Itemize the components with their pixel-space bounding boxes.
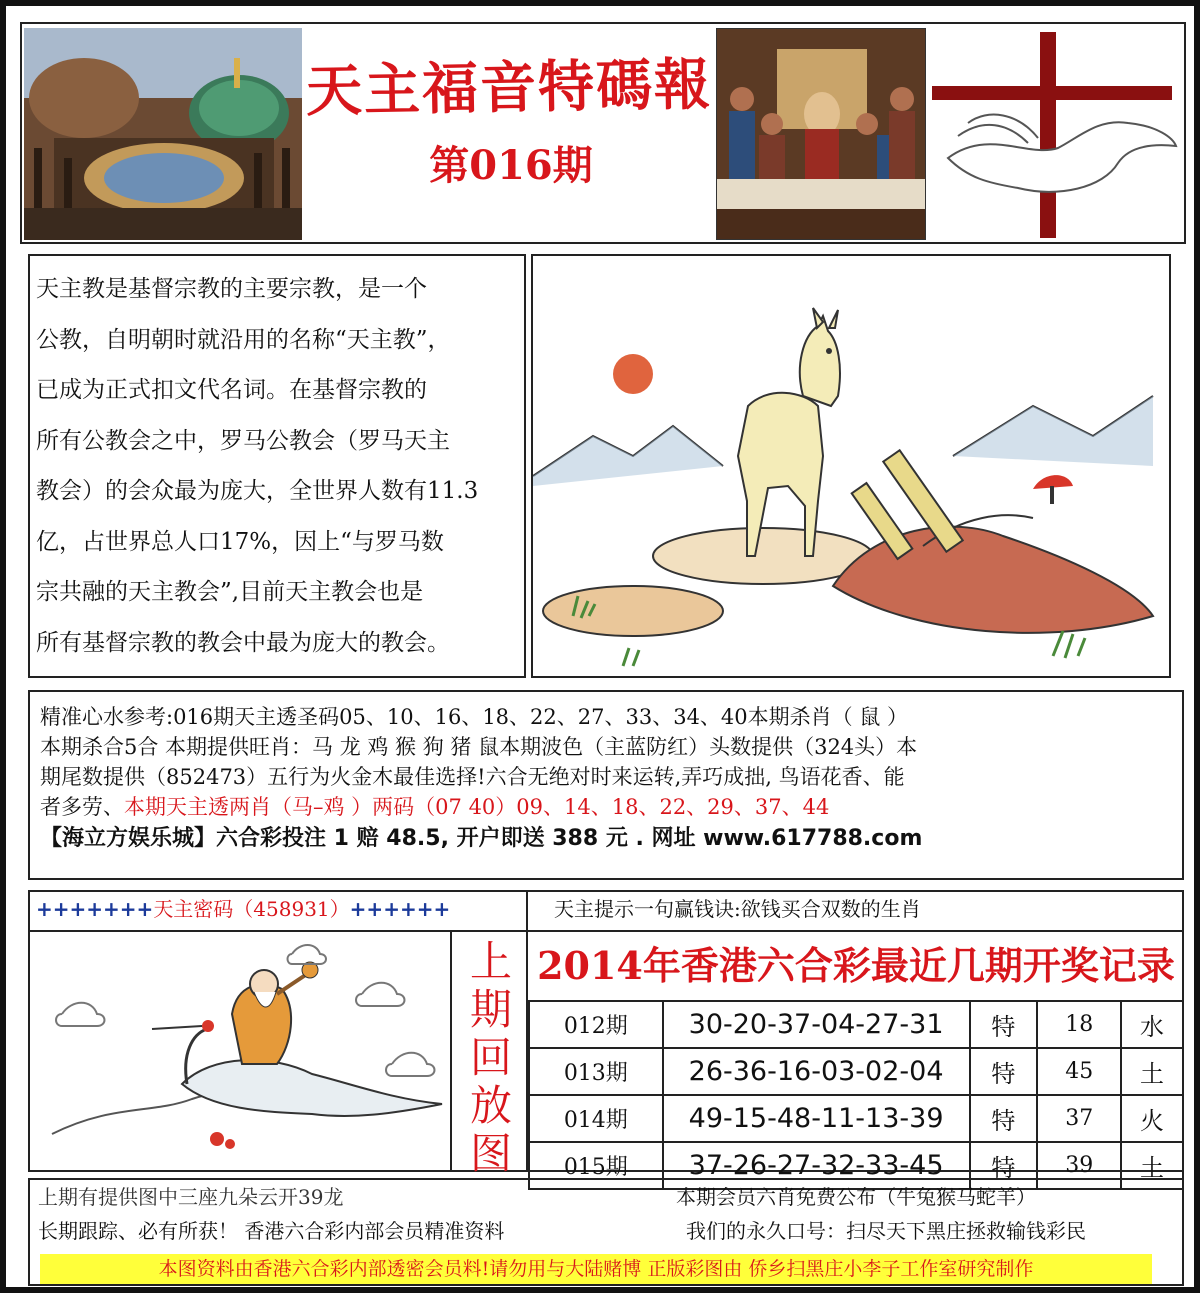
element-cell: 火 bbox=[1121, 1095, 1183, 1142]
intro-line: 公教，自明朝时就沿用的名称“天主教”， bbox=[36, 326, 451, 353]
te-cell: 特 bbox=[970, 1001, 1038, 1048]
label-char: 图 bbox=[469, 1129, 512, 1178]
te-cell: 特 bbox=[970, 1048, 1038, 1095]
tips-line-black: 者多劳、 bbox=[40, 795, 124, 819]
numbers-cell: 30-20-37-04-27-31 bbox=[663, 1001, 970, 1048]
te-cell: 特 bbox=[970, 1142, 1038, 1189]
footer-left-1: 上期有提供图中三座九朵云开39龙 bbox=[38, 1185, 344, 1209]
tips-text bbox=[30, 692, 1182, 858]
label-char: 上 bbox=[469, 937, 512, 986]
results-title: 2014年香港六合彩最近几期开奖记录 bbox=[537, 943, 1175, 988]
numbers-cell: 49-15-48-11-13-39 bbox=[663, 1095, 970, 1142]
te-cell: 特 bbox=[970, 1095, 1038, 1142]
element-cell: 土 bbox=[1121, 1142, 1183, 1189]
results-table bbox=[528, 1000, 1184, 1190]
table-row bbox=[529, 1095, 1183, 1142]
secret-code-bar bbox=[32, 894, 526, 928]
intro-line: 亿，占世界总人口17%，因上“与罗马数 bbox=[36, 528, 444, 555]
element-cell: 土 bbox=[1121, 1048, 1183, 1095]
special-cell: 39 bbox=[1037, 1142, 1121, 1189]
footer-left-2: 长期跟踪、必有所获！ 香港六合彩内部会员精准资料 bbox=[38, 1219, 505, 1243]
intro-line: 所有基督宗教的教会中最为庞大的教会。 bbox=[36, 629, 450, 656]
intro-line: 教会）的会众最为庞大，全世界人数有11.3 bbox=[36, 478, 479, 504]
tips-line bbox=[40, 792, 1172, 822]
footer-banner: 本图资料由香港六合彩内部透密会员料!请勿用与大陆赌博 正版彩图由 侨乡扫黑庄小李子工作室研究制作 bbox=[40, 1254, 1152, 1284]
slogan: 天主提示一句赢钱诀:欲钱买合双数的生肖 bbox=[554, 897, 921, 921]
casino-ad: 【海立方娱乐城】六合彩投注 1 赔 48.5, 开户即送 388 元 . 网址 www.617788.com bbox=[40, 826, 923, 851]
horse-image-frame bbox=[531, 254, 1171, 678]
issue-cell: 014期 bbox=[529, 1095, 663, 1142]
label-char: 放 bbox=[469, 1081, 512, 1130]
divider bbox=[28, 930, 528, 932]
special-cell: 37 bbox=[1037, 1095, 1121, 1142]
tips-line: 期尾数提供（852473）五行为火金木最佳选择!六合无绝对时来运转,弄巧成拙, 鸟语花香、能 bbox=[40, 765, 905, 789]
issue-cell: 013期 bbox=[529, 1048, 663, 1095]
label-char: 期 bbox=[469, 985, 512, 1034]
intro-line: 天主教是基督宗教的主要宗教，是一个 bbox=[36, 276, 427, 302]
table-row bbox=[529, 1048, 1183, 1095]
special-cell: 45 bbox=[1037, 1048, 1121, 1095]
results-table-wrap bbox=[528, 1000, 1184, 1190]
tips-line: 精准心水参考:016期天主透圣码05、10、16、18、22、27、33、34、40本期杀肖（ 鼠 ） bbox=[40, 705, 909, 729]
last-supper-image bbox=[716, 28, 926, 240]
issue-number: 第016期 bbox=[429, 142, 593, 189]
issue-cell: 012期 bbox=[529, 1001, 663, 1048]
tips-box bbox=[28, 690, 1184, 880]
footer-right-2: 我们的永久口号：扫尽天下黑庄拯救输钱彩民 bbox=[686, 1219, 1086, 1243]
intro-line: 已成为正式扣文代名词。在基督宗教的 bbox=[36, 377, 427, 403]
intro-box bbox=[28, 254, 526, 678]
page-title: 天主福音特碼報 bbox=[305, 51, 713, 125]
numbers-cell: 26-36-16-03-02-04 bbox=[663, 1048, 970, 1095]
divider bbox=[450, 932, 452, 1170]
label-char: 回 bbox=[469, 1033, 512, 1082]
element-cell: 水 bbox=[1121, 1001, 1183, 1048]
horse-illustration bbox=[533, 256, 1169, 676]
crane-immortal-image bbox=[32, 934, 452, 1168]
intro-line: 所有公教会之中，罗马公教会（罗马天主 bbox=[36, 427, 450, 454]
tips-line: 本期杀合5合 本期提供旺肖：马 龙 鸡 猴 狗 猪 鼠本期波色（主蓝防红）头数提供（324头）本 bbox=[40, 735, 918, 759]
special-cell: 18 bbox=[1037, 1001, 1121, 1048]
intro-text bbox=[30, 256, 524, 668]
secret-prefix: +++++++ bbox=[36, 897, 154, 921]
issue-cell: 015期 bbox=[529, 1142, 663, 1189]
secret-suffix: ++++++ bbox=[349, 897, 451, 921]
secret-label: 天主密码（458931） bbox=[153, 897, 350, 921]
tips-highlight-red: 本期天主透两肖（马–鸡 ）两码（07 40）09、14、18、22、29、37、44 bbox=[124, 795, 830, 819]
numbers-cell: 37-26-27-32-33-45 bbox=[663, 1142, 970, 1189]
footer-right-1: 本期会员六肖免费公布（牛兔猴马蛇羊） bbox=[676, 1185, 1036, 1209]
intro-line: 宗共融的天主教会”,目前天主教会也是 bbox=[36, 579, 424, 605]
cathedral-image bbox=[24, 28, 302, 240]
cross-dove-image bbox=[928, 28, 1182, 240]
table-row bbox=[529, 1001, 1183, 1048]
last-image-label bbox=[456, 938, 526, 1178]
divider bbox=[526, 930, 1184, 932]
